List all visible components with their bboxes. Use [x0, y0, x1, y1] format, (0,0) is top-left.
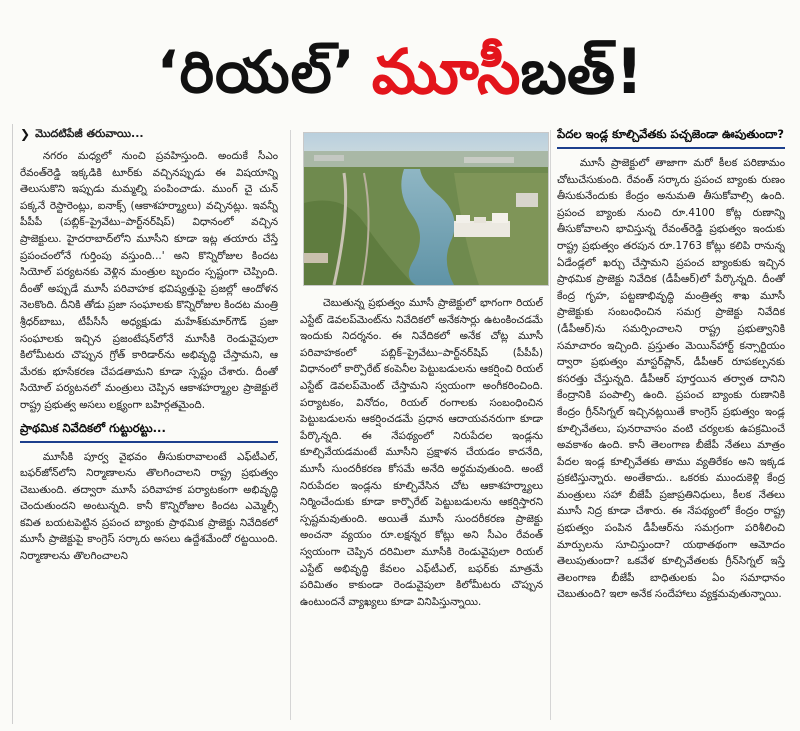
subheading-rule: [20, 441, 278, 443]
continued-from-front-page: [20, 126, 278, 142]
column-divider: [550, 130, 551, 720]
article-column-1: [20, 126, 278, 724]
paragraph: మూసీ ప్రాజెక్టులో తాజాగా మరో కీలక పరిణామం చోటుచేసుకుంది. రేవంత్ సర్కారు ప్రపంచ బ్యాంకు రుణం తీసుకునేందుకు కేంద్రం అనుమతి తీసుకోవాల్సి ఉంది. ప్రపంచ బ్యాంకు నుంచి రూ.4100 కోట్ల రుణాన్ని తీసుకోవాలని భావిస్తున్న రేవంత్‌రెడ్డి ప్రభుత్వం ఇందుకు రాష్ట్ర ప్రభుత్వం తరపున రూ.1763 కోట్లు కలిపి రానున్న ఏడేండ్లలో ఖర్చు చేస్తామని ప్రపంచ బ్యాంకుకు ఇచ్చిన ప్రాథమిక ప్రాజెక్టు నివేదిక (డీపీఆర్)లో పేర్కొన్నది. దీంతో కేంద్ర గృహ, పట్టణాభివృద్ధి మంత్రిత్వ శాఖ మూసీ ప్రాజెక్టుకు సంబంధించిన సమగ్ర ప్రాజెక్టు నివేదిక (డీపీఆర్)ను సమర్పించాలని రాష్ట్ర ప్రభుత్వానికి సమాచారం ఇచ్చింది. ప్రస్తుతం మెయిన్‌హార్ట్ కన్సార్టియం ద్వారా ప్రభుత్వం మాస్టర్‌ప్లాన్, డీపీఆర్ రూపకల్పనకు కసరత్తు చేస్తున్నది. డీపీఆర్ పూర్తయిన తర్వాత దానిని కేంద్రానికి పంపాల్సి ఉంది. ప్రపంచ బ్యాంకు రుణానికి కేంద్రం గ్రీన్‌సిగ్నల్ ఇచ్చినట్లయితే కాంగ్రెస్ ప్రభుత్వం ఇండ్ల కూల్చివేతలు, పునరావాసం వంటి చర్యలకు ఉపక్రమించే అవకాశం ఉంది. కానీ తెలంగాణ బీజేపీ నేతలు మాత్రం పేదల ఇండ్ల కూల్చివేతకు తాము వ్యతిరేకం అని ఇక్కడ ప్రకటిస్తున్నారు. అంతేకాదు.. ఒకరకు ముందుకెళ్లి కేంద్ర మంత్రులు సహా బీజేపీ ప్రజాప్రతినిధులు, కీలక నేతలు మూసీ నిద్ర కూడా చేశారు. ఈ నేపథ్యంలో కేంద్రం రాష్ట్ర ప్రభుత్వం పంపిన డీపీఆర్‌ను సమగ్రంగా పరిశీలించి మార్పులను సూచిస్తుందా? యథాతథంగా ఆమోదం తెలుపుతుందా? ఒకవేళ కూల్చివేతలకు గ్రీన్‌సిగ్నల్ ఇస్తే తెలంగాణ బీజేపీ బాధితులకు ఏం సమాధానం చెబుతుంది? ఇలా అనేక సందేహాలు వ్యక్తమవుతున్నాయి.: [557, 157, 785, 601]
headline: [20, 24, 780, 120]
paragraph: చెబుతున్న ప్రభుత్వం మూసీ ప్రాజెక్టులో భాగంగా రియల్ ఎస్టేట్ డెవలప్‌మెంట్‌ను నివేదికలో అనేకసార్లు ఉటంకించడమే ఇందుకు నిదర్శనం. ఈ నివేదికలో అనేక చోట్ల మూసీ పరివాహకంలో పబ్లిక్–ప్రైవేటు–పార్ట్‌నర్‌షిప్ (పీపీపీ) విధానంలో కార్పొరేట్ కంపెనీల పెట్టుబడులను ఆకర్షించి రియల్ ఎస్టేట్ డెవలప్‌మెంట్ చేస్తామని స్వయంగా అంగీకరించింది. పర్యాటకం, వినోదం, రియల్ రంగాలకు సంబంధించిన పెట్టుబడులను ఆకర్షించడమే ప్రధాన ఆదాయవనరుగా కూడా పేర్కొన్నది. ఈ నేపథ్యంలో నిరుపేదల ఇండ్లను కూల్చివేయడమంటే మూసీని ప్రక్షాళన చేయడం కాదనేది, మూసీ సుందరీకరణ కోసమే అనేది అర్థమవుతుంది. అంటే నిరుపేదల ఇండ్లను కూల్చివేసిన చోట ఆకాశహర్మ్యాలు నిర్మించేందుకు కూడా కార్పొరేట్ పెట్టుబడులను ఆకర్షిస్తారని స్పష్టమవుతుంది. అయితే మూసీ సుందరీకరణ ప్రాజెక్టు అంచనా వ్యయం రూ.లక్షన్నర కోట్లు అని సీఎం రేవంత్ స్వయంగా చెప్పిన దరిమిలా మూసీకి రెండువైపులా రియల్ ఎస్టేట్ అభివృద్ధి కేవలం ఎఫ్‌టీఎల్, బఫర్‌కు మాత్రమే పరిమితం కాకుండా రెండువైపులా కిలోమీటరు చొప్పున ఉంటుందనే వ్యాఖ్యలు కూడా వినిపిస్తున్నాయి.: [300, 297, 543, 608]
paragraph: మూసీకి పూర్వ వైభవం తీసుకురావాలంటే ఎఫ్‌టీఎల్, బఫర్‌జోన్‌లోని నిర్మాణాలను తొలగించాలని రాష్ట్ర ప్రభుత్వం చెబుతుంది. తద్వారా మూసీ పరివాహక పర్యాటకంగా అభివృద్ధి చెందుతుందని అంటున్నది. కానీ కొన్నిరోజుల కిందట ఎమ్మెల్సీ కవిత బయటపెట్టిన ప్రపంచ బ్యాంకు ప్రాథమిక ప్రాజెక్టు నివేదికలో మూసీ ప్రాజెక్టుపై కాంగ్రెస్ సర్కారు అసలు ఉద్దేశమేందో రట్టయింది. నిర్మాణాలను తొలగించాలని: [20, 450, 278, 563]
continued-label: మొదటిపేజీ తరువాయి...: [35, 127, 144, 140]
left-margin-rule: [0, 124, 13, 724]
article-column-2: [300, 295, 543, 725]
paragraph: నగరం మధ్యలో నుంచి ప్రవహిస్తుంది. అందుకే సీఎం రేవంత్‌రెడ్డి ఇక్కడికి టూర్‌కు వచ్చినప్పుడు ఈ విషయాన్ని తెలుసుకొని ఇప్పుడు మమ్మల్ని పంపించాడు. ముంగ్ చై చున్ పక్కనే రెస్టారెంట్లు, ఐనాక్స్ (ఆకాశహర్మ్యాలు) వచ్చినట్లు. ఇవన్నీ పీపీపీ (పబ్లిక్–ప్రైవేటు–పార్ట్‌నర్‌షిప్) విధానంలో వచ్చిన ప్రాజెక్టులు. హైదరాబాద్‌లోని మూసీని కూడా ఇట్ల తయారు చేస్తే ప్రపంచంలోనే గుర్తింపు వస్తుంది...' అని కొన్నిరోజుల కిందట సియోల్ పర్యటనకు వెళ్లిన మంత్రుల బృందం స్పష్టంగా చెప్పింది. దీంతో అప్పుడే మూసీ పరివాహక భవిష్యత్తుపై ప్రజల్లో ఆందోళన నెలకొంది. దీనికి తోడు ప్రజా సంఘాలకు కొన్నిరోజుల కిందట మంత్రి శ్రీధర్‌బాబు, టీపీసీసీ అధ్యక్షుడు మహేశ్‌కుమార్‌గౌడ్ ప్రజా సంఘాలకు ఇచ్చిన ప్రజంటేషన్‌లోనే మూసీకి రెండువైపులా కిలోమీటరు చొప్పున గ్రోత్ కారిడార్‌ను అభివృద్ధి చేస్తామని, ఆ మేరకు భూసేకరణ చేపడతామని కూడా స్పష్టం చేశారు. దీంతో సియోల్ పర్యటనలో మంత్రులు చెప్పిన ఆకాశహర్మ్యాల ప్రాజెక్టులే రాష్ట్ర ప్రభుత్వ అసలు లక్ష్యంగా బహిర్గతమైంది.: [20, 150, 278, 411]
aerial-river-photo: [303, 132, 549, 286]
subheading: పేదల ఇండ్ల కూల్చివేతకు పచ్చజెండా ఊపుతుందా?: [557, 127, 784, 141]
subheading: ప్రాథమిక నివేదికలో గుట్టురట్టు...: [20, 420, 166, 435]
subheading-rule: [557, 147, 785, 149]
headline-part-red: మూసీ: [371, 35, 521, 108]
chevron-right-icon: ❯: [20, 127, 31, 141]
headline-part-quoted: ‘రియల్’: [156, 38, 356, 106]
article-column-3: [557, 126, 785, 724]
headline-part-end: బత్!: [520, 35, 644, 108]
river-photo-illustration: [304, 133, 548, 285]
column-divider: [290, 130, 291, 720]
